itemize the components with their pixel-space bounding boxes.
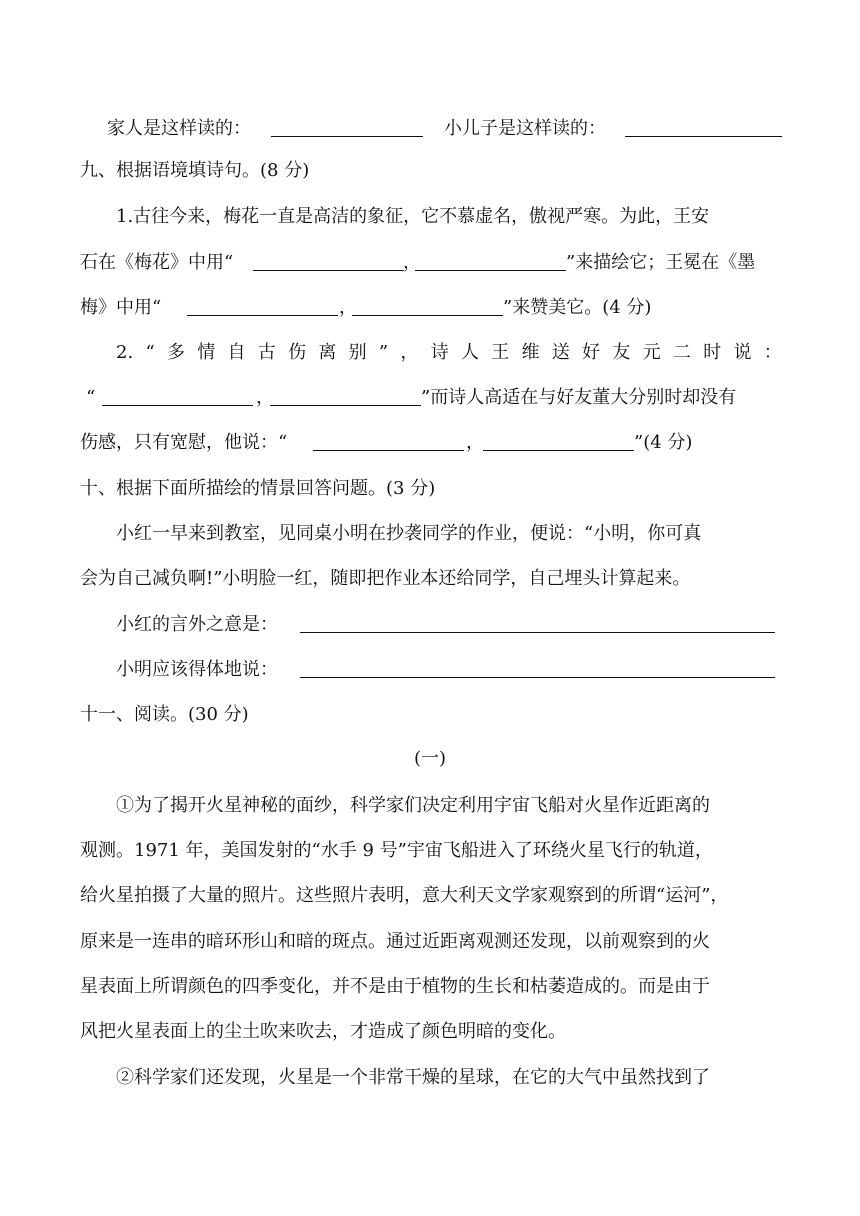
question-label: 小红的言外之意是： <box>116 614 278 635</box>
passage-text: ①为了揭开火星神秘的面纱，科学家们决定利用宇宙飞船对火星作近距离的 <box>116 795 710 816</box>
char: 二 <box>672 342 691 363</box>
appropriate-reply-line <box>0 655 860 685</box>
poem-blank-4[interactable] <box>352 314 503 316</box>
question-text: 1.古往今来，梅花一直是高洁的象征，它不慕虚名，傲视严寒。为此，王安 <box>116 206 710 227</box>
char: 多 <box>166 342 185 363</box>
char: 友 <box>612 342 631 363</box>
char: 自 <box>227 342 246 363</box>
char: 王 <box>491 342 510 363</box>
q9-1-line-1 <box>0 202 860 232</box>
family-reading-label: 家人是这样读的： <box>107 118 251 139</box>
comma: ， <box>403 252 421 273</box>
char: 送 <box>551 342 570 363</box>
comma: ， <box>339 297 357 318</box>
question-text: ”来赞美它。(4 分) <box>503 297 652 318</box>
scenario-text: 会为自己减负啊!”小明脸一红，随即把作业本还给同学，自己埋头计算起来。 <box>80 568 691 589</box>
q9-2-justified-text <box>116 338 782 368</box>
implied-meaning-line <box>0 610 860 640</box>
section-heading: 十、根据下面所描绘的情景回答问题。(3 分) <box>80 478 436 499</box>
poem-blank-3[interactable] <box>187 314 338 316</box>
passage-p1-line-2 <box>0 836 860 866</box>
section-heading: 十一、阅读。(30 分) <box>80 704 249 725</box>
char: “ <box>145 342 155 363</box>
question-text: ”来描绘它；王冕在《墨 <box>566 252 756 273</box>
char: 诗 <box>430 342 449 363</box>
char: ： <box>763 342 782 363</box>
char: 情 <box>197 342 216 363</box>
char: ， <box>400 342 419 363</box>
section-10-heading <box>0 474 860 504</box>
appropriate-reply-blank[interactable] <box>300 676 775 678</box>
son-reading-label: 小儿子是这样读的： <box>444 118 606 139</box>
passage-text: ②科学家们还发现，火星是一个非常干燥的星球，在它的大气中虽然找到了 <box>116 1067 710 1088</box>
question-text: ”(4 分) <box>634 432 693 453</box>
son-reading-blank[interactable] <box>625 135 782 137</box>
poem-blank-1[interactable] <box>253 269 404 271</box>
poem-blank-2[interactable] <box>415 269 566 271</box>
q9-1-line-2 <box>0 248 860 278</box>
q9-2-line-2 <box>0 383 860 413</box>
comma: ， <box>466 432 484 453</box>
passage-text: 观测。1971 年，美国发射的“水手 9 号”宇宙飞船进入了环绕火星飞行的轨道， <box>80 840 713 861</box>
char: 好 <box>582 342 601 363</box>
q9-2-line-3 <box>0 428 860 458</box>
question-label: 小明应该得体地说： <box>116 659 278 680</box>
char: 人 <box>460 342 479 363</box>
question-text: 石在《梅花》中用“ <box>80 252 234 273</box>
passage-text: 风把火星表面上的尘土吹来吹去，才造成了颜色明暗的变化。 <box>80 1021 566 1042</box>
q9-2-line-1 <box>0 338 860 368</box>
char: 时 <box>703 342 722 363</box>
poem-blank-5[interactable] <box>102 404 253 406</box>
q9-1-line-3 <box>0 293 860 323</box>
passage-p1-line-3 <box>0 881 860 911</box>
char: 别 <box>348 342 367 363</box>
question-text: ”而诗人高适在与好友董大分别时却没有 <box>421 387 737 408</box>
char: ” <box>378 342 389 363</box>
poem-blank-8[interactable] <box>483 449 634 451</box>
char: 元 <box>642 342 661 363</box>
passage-text: 给火星拍摄了大量的照片。这些照片表明，意大利天文学家观察到的所谓“运河”， <box>80 885 729 906</box>
scenario-text: 小红一早来到教室，见同桌小明在抄袭同学的作业，便说：“小明，你可真 <box>116 523 702 544</box>
question-text: 伤感，只有宽慰，他说：“ <box>80 432 288 453</box>
scenario-line-1 <box>0 519 860 549</box>
passage-part-title: (一) <box>413 748 447 769</box>
family-reading-blank[interactable] <box>271 135 423 137</box>
char: 离 <box>318 342 337 363</box>
char: 古 <box>257 342 276 363</box>
comma: ， <box>256 387 274 408</box>
passage-text: 原来是一连串的暗环形山和暗的斑点。通过近距离观测还发现，以前观察到的火 <box>80 931 710 952</box>
char: 伤 <box>288 342 307 363</box>
passage-p1-line-1 <box>0 791 860 821</box>
passage-text: 星表面上所谓颜色的四季变化，并不是由于植物的生长和枯萎造成的。而是由于 <box>80 976 710 997</box>
passage-p1-line-5 <box>0 972 860 1002</box>
poem-blank-6[interactable] <box>270 404 421 406</box>
char: 说 <box>733 342 752 363</box>
poem-blank-7[interactable] <box>313 449 464 451</box>
reading-answer-line <box>0 114 860 144</box>
implied-meaning-blank[interactable] <box>300 631 775 633</box>
open-quote: “ <box>86 387 96 408</box>
passage-p2-line-1 <box>0 1063 860 1093</box>
section-heading: 九、根据语境填诗句。(8 分) <box>80 160 310 181</box>
scenario-line-2 <box>0 564 860 594</box>
question-text: 梅》中用“ <box>80 297 162 318</box>
char: 维 <box>521 342 540 363</box>
section-11-heading <box>0 700 860 730</box>
passage-p1-line-4 <box>0 927 860 957</box>
passage-p1-line-6 <box>0 1017 860 1047</box>
char: 2. <box>116 342 134 363</box>
passage-title-line <box>0 744 860 774</box>
section-9-heading <box>0 156 860 186</box>
